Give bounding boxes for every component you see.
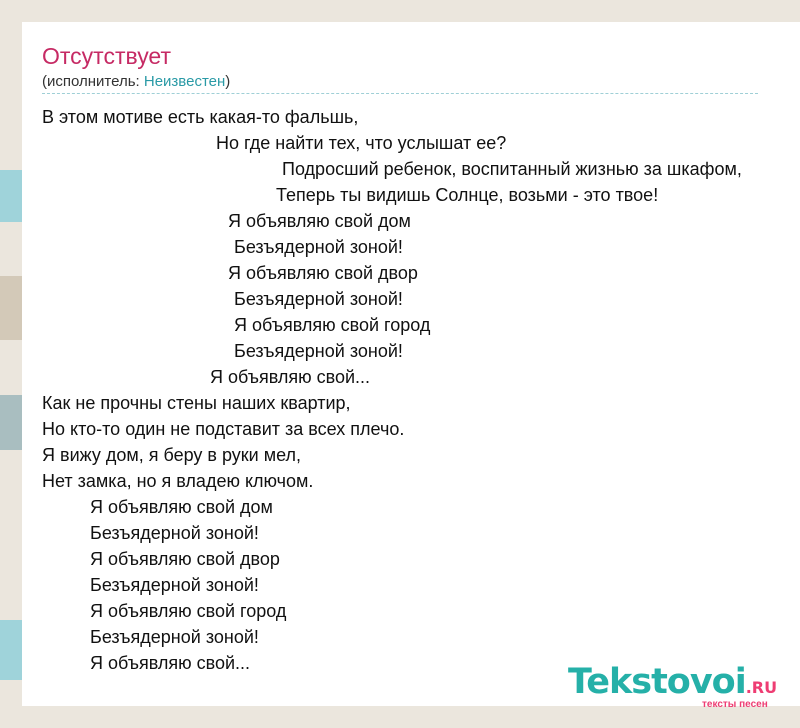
- lyric-line: Безъядерной зоной!: [90, 575, 259, 595]
- lyric-line: Теперь ты видишь Солнце, возьми - это твое!: [276, 185, 659, 205]
- song-title: Отсутствует: [42, 43, 171, 69]
- artist-line: [42, 73, 230, 90]
- artist-suffix: ): [225, 73, 231, 90]
- lyric-line: Я объявляю свой двор: [90, 549, 280, 569]
- site-logo[interactable]: [568, 662, 778, 710]
- lyric-line: Как не прочны стены наших квартир,: [42, 393, 351, 413]
- logo-domain: .RU: [745, 678, 778, 697]
- lyric-line: Подросший ребенок, воспитанный жизнью за шкафом,: [282, 159, 742, 179]
- lyric-line: Я вижу дом, я беру в руки мел,: [42, 445, 302, 465]
- lyric-line: Я объявляю свой дом: [90, 497, 273, 517]
- lyric-line: Я объявляю свой...: [210, 367, 371, 387]
- lyric-line: Но где найти тех, что услышат ее?: [216, 133, 507, 153]
- lyric-line: Но кто-то один не подставит за всех плечо.: [42, 419, 405, 439]
- lyric-line: Я объявляю свой двор: [228, 263, 418, 283]
- artist-link[interactable]: Неизвестен: [143, 73, 226, 90]
- lyric-line: Безъядерной зоной!: [234, 237, 403, 257]
- lyric-line: Безъядерной зоной!: [90, 627, 259, 647]
- lyric-line: Я объявляю свой город: [234, 315, 431, 335]
- lyric-line: Я объявляю свой дом: [228, 211, 411, 231]
- lyric-line: Безъядерной зоной!: [234, 341, 403, 361]
- lyric-line: В этом мотиве есть какая-то фальшь,: [42, 107, 359, 127]
- lyric-line: Безъядерной зоной!: [234, 289, 403, 309]
- logo-wordmark: Tekstovoi: [568, 662, 746, 702]
- lyric-line: Я объявляю свой...: [90, 653, 251, 673]
- logo-tagline: тексты песен: [702, 699, 768, 710]
- lyrics-card: [22, 22, 800, 710]
- title-divider: [42, 93, 758, 94]
- lyric-line: Безъядерной зоной!: [90, 523, 259, 543]
- lyric-line: Я объявляю свой город: [90, 601, 287, 621]
- artist-prefix: (исполнитель:: [42, 73, 144, 90]
- lyric-line: Нет замка, но я владею ключом.: [42, 471, 314, 491]
